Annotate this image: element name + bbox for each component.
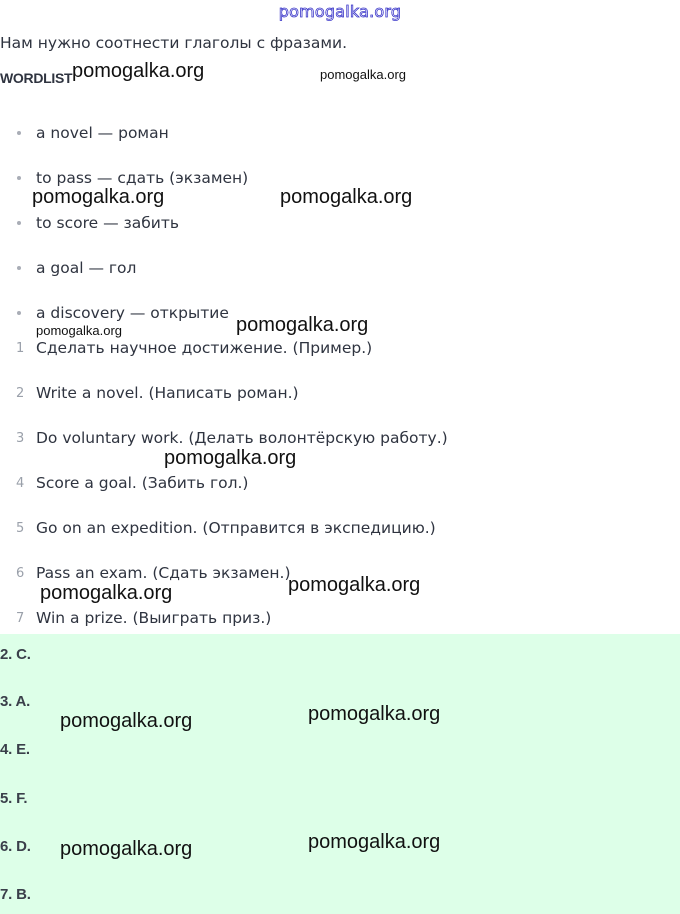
phrase-text: Сделать научное достижение. (Пример.)	[36, 339, 373, 357]
phrase-text: Pass an exam. (Сдать экзамен.)	[36, 564, 291, 582]
wordlist-item-text: a discovery — открытие	[36, 304, 229, 322]
phrase-text: Go on an expedition. (Отправится в экспедицию.)	[36, 519, 436, 537]
intro-text: Нам нужно соотнести глаголы с фразами.	[0, 34, 348, 52]
phrase-text: Win a prize. (Выиграть приз.)	[36, 609, 272, 627]
watermark: pomogalka.org	[320, 67, 406, 82]
phrase-text: Score a goal. (Забить гол.)	[36, 474, 249, 492]
bullet-dot-icon	[17, 176, 21, 180]
answer-item: 2. C.	[0, 646, 31, 663]
answer-item: 3. A.	[0, 693, 31, 710]
watermark: pomogalka.org	[164, 447, 297, 469]
phrase-text: Do voluntary work. (Делать волонтёрскую работу.)	[36, 429, 448, 447]
bullet-dot-icon	[17, 311, 21, 315]
wordlist-item-text: to score — забить	[36, 214, 180, 232]
answer-item: 4. E.	[0, 741, 30, 758]
watermark: pomogalka.org	[236, 314, 369, 336]
watermark: pomogalka.org	[308, 831, 441, 853]
phrase-number: 3	[16, 430, 25, 446]
wordlist-heading: WORDLIST	[0, 70, 73, 86]
answer-item: 6. D.	[0, 838, 31, 855]
watermark: pomogalka.org	[60, 710, 193, 732]
phrase-number: 6	[16, 565, 25, 581]
answer-item: 7. B.	[0, 886, 31, 903]
wordlist-item-text: to pass — сдать (экзамен)	[36, 169, 249, 187]
answers-panel	[0, 634, 680, 914]
phrase-number: 4	[16, 475, 25, 491]
wordlist-item-text: a goal — гол	[36, 259, 137, 277]
phrase-text: Write a novel. (Написать роман.)	[36, 384, 299, 402]
bullet-dot-icon	[17, 266, 21, 270]
watermark: pomogalka.org	[60, 838, 193, 860]
phrase-number: 5	[16, 520, 25, 536]
answer-item: 5. F.	[0, 790, 28, 807]
watermark: pomogalka.org	[280, 186, 413, 208]
phrase-number: 2	[16, 385, 25, 401]
watermark: pomogalka.org	[308, 703, 441, 725]
watermark: pomogalka.org	[40, 582, 173, 604]
bullet-dot-icon	[17, 131, 21, 135]
watermark: pomogalka.org	[36, 323, 122, 338]
wordlist-item-text: a novel — роман	[36, 124, 169, 142]
phrase-number: 1	[16, 340, 25, 356]
watermark: pomogalka.org	[288, 574, 421, 596]
site-header-logo[interactable]: pomogalka.org	[278, 2, 402, 21]
phrase-number: 7	[16, 610, 25, 626]
watermark: pomogalka.org	[32, 186, 165, 208]
watermark: pomogalka.org	[72, 60, 205, 82]
bullet-dot-icon	[17, 221, 21, 225]
